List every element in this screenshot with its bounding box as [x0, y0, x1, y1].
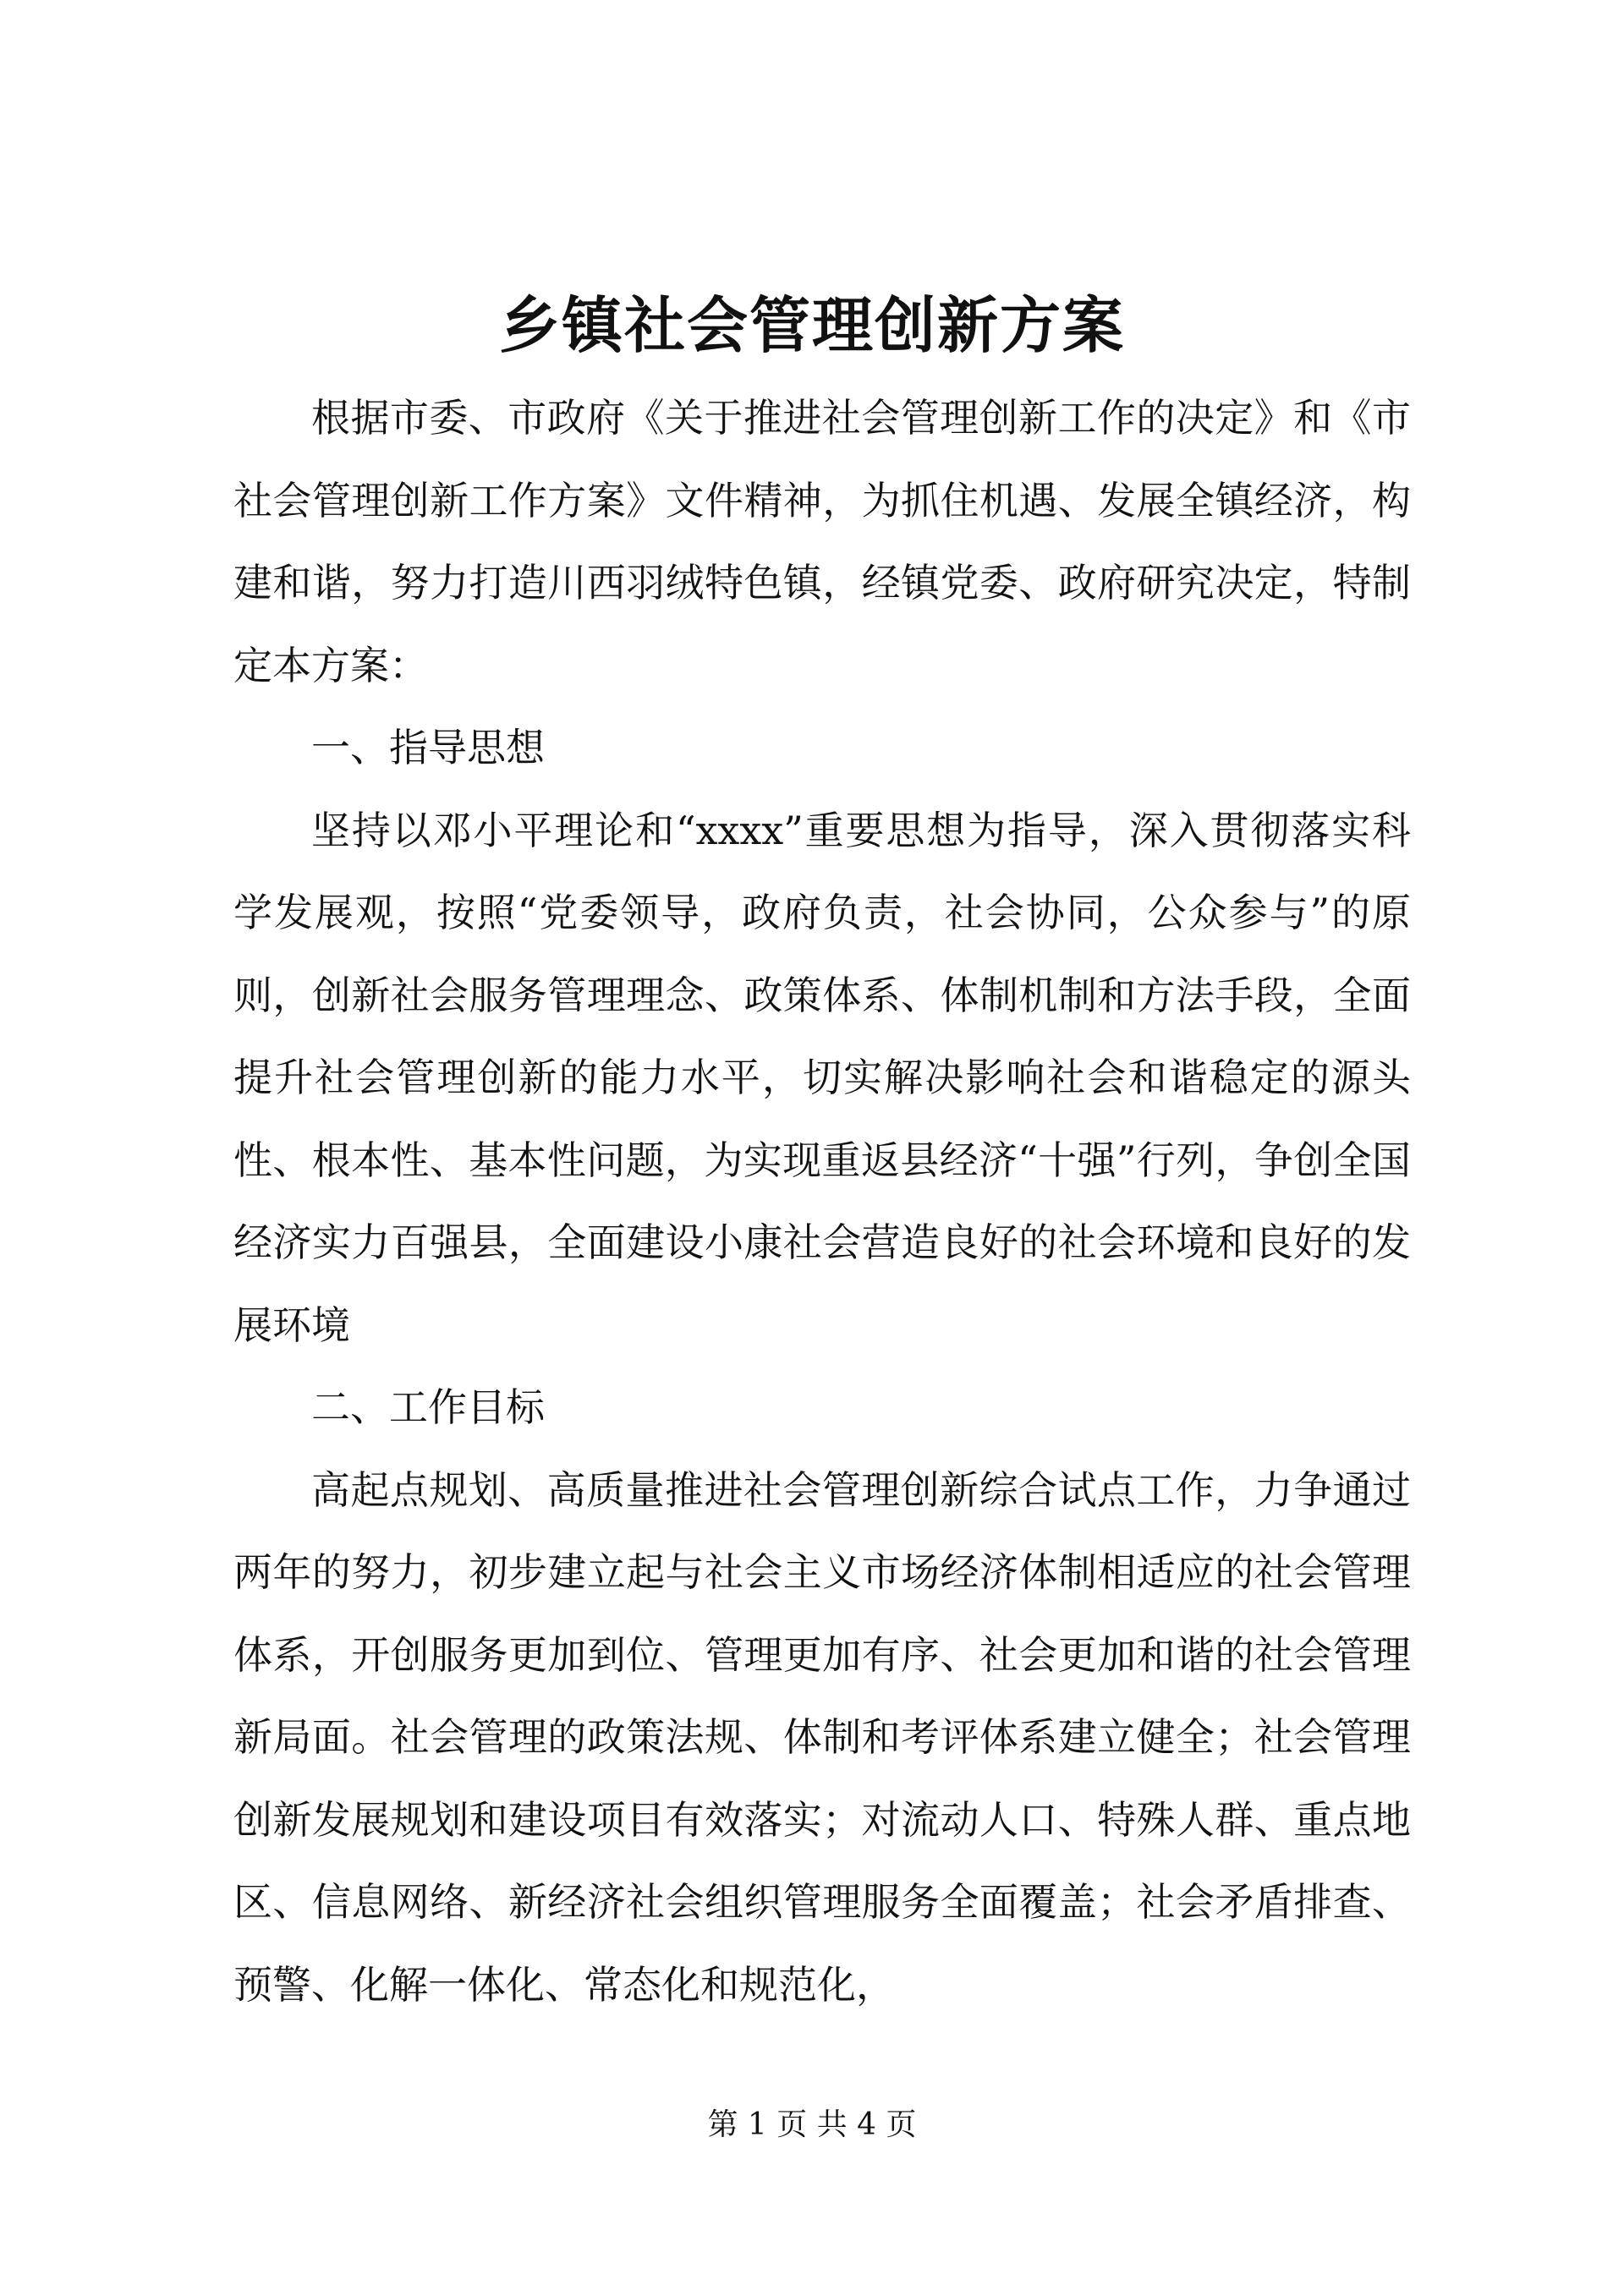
- section-heading-guiding-ideology: 一、指导思想: [311, 725, 545, 770]
- page-footer: 第 1 页 共 4 页: [707, 2107, 917, 2142]
- document-title: 乡镇社会管理创新方案: [498, 289, 1125, 361]
- paragraph-work-goals: 高起点规划、高质量推进社会管理创新综合试点工作，力争通过两年的努力，初步建立起与社会主义市场经济体制相适应的社会管理体系，开创服务更加到位、管理更加有序、社会更加和谐的社会管理新局面。社会管理的政策法规、体制和考评体系建立健全；社会管理创新发展规划和建设项目有效落实；对流动人口、特殊人群、重点地区、信息网络、新经济社会组织管理服务全面覆盖；社会矛盾排查、预警、化解一体化、常态化和规范化，: [233, 1466, 1411, 2008]
- section-heading-work-goals: 二、工作目标: [311, 1384, 545, 1430]
- paragraph-intro: 根据市委、市政府《关于推进社会管理创新工作的决定》和《市社会管理创新工作方案》文件精神，为抓住机遇、发展全镇经济，构建和谐，努力打造川西羽绒特色镇，经镇党委、政府研究决定，特制定本方案：: [233, 395, 1411, 688]
- paragraph-guiding-ideology: 坚持以邓小平理论和“xxxx”重要思想为指导，深入贯彻落实科学发展观，按照“党委领导，政府负责，社会协同，公众参与”的原则，创新社会服务管理理念、政策体系、体制机制和方法手段，全面提升社会管理创新的能力水平，切实解决影响社会和谐稳定的源头性、根本性、基本性问题，为实现重返县经济“十强”行列，争创全国经济实力百强县，全面建设小康社会营造良好的社会环境和良好的发展环境: [233, 807, 1411, 1348]
- document-body: [233, 377, 1411, 2026]
